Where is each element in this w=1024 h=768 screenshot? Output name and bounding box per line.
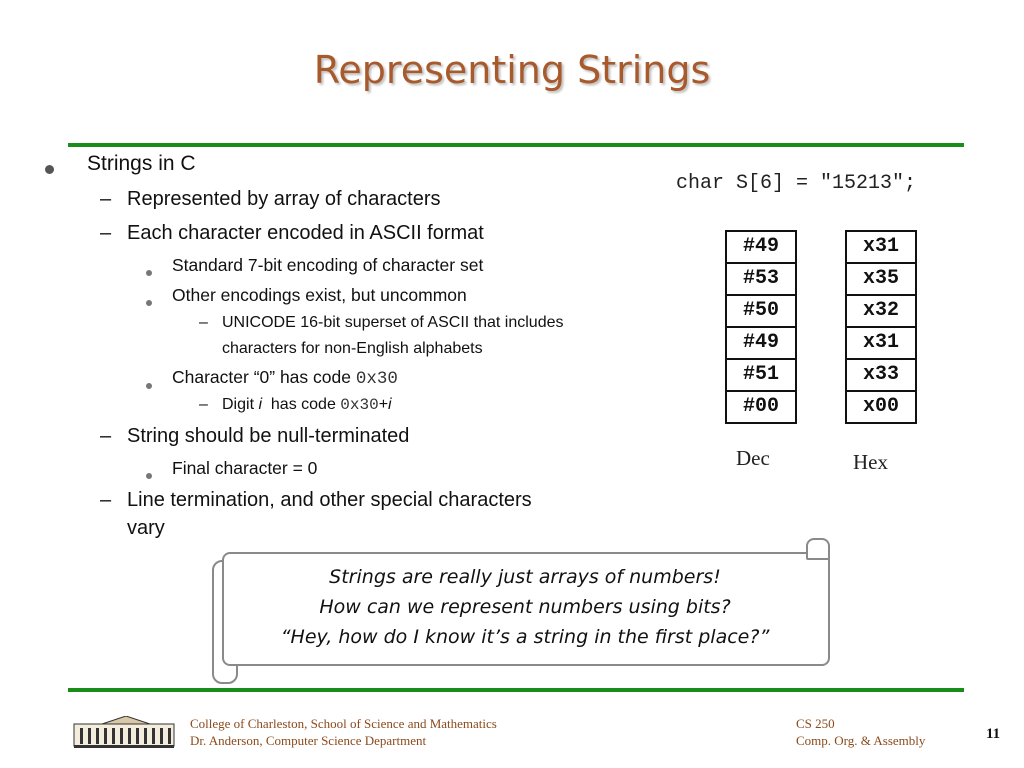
bullet-line-termination-b: vary	[127, 517, 165, 539]
digit-i-2: i	[388, 396, 392, 413]
page-number: 11	[986, 726, 1001, 742]
string-declaration: char S[6] = "15213";	[676, 172, 917, 195]
bullet-array: Represented by array of characters	[127, 188, 441, 210]
bottom-divider	[68, 688, 964, 692]
dec-cell: #49	[727, 328, 795, 360]
digit-text: Digit	[222, 396, 259, 413]
slide-title: Representing Strings	[313, 48, 711, 92]
college-logo-icon	[72, 716, 180, 750]
dec-memory-column	[725, 230, 797, 424]
digit-i: i	[258, 396, 263, 413]
hex-memory-column	[845, 230, 917, 424]
dec-cell: #49	[727, 232, 795, 264]
plus-sign: +	[378, 396, 389, 413]
top-divider	[68, 143, 964, 147]
bullet-null-terminated: String should be null-terminated	[127, 425, 410, 447]
hex-cell: x00	[862, 395, 899, 418]
bullet-dot	[146, 376, 152, 394]
bullet-line-termination-a: Line termination, and other special characters	[127, 489, 532, 511]
digit-code: 0x30	[340, 396, 379, 414]
hex-cell: x35	[847, 264, 915, 296]
dash-marker: –	[100, 188, 112, 210]
footer-course: CS 250	[796, 716, 835, 731]
hex-cell: x33	[847, 360, 915, 392]
dash-marker: –	[100, 489, 112, 511]
dash-marker: –	[199, 396, 208, 413]
bullet-ascii: Each character encoded in ASCII format	[127, 222, 484, 244]
bullet-dot	[146, 263, 152, 281]
dash-marker: –	[199, 314, 208, 331]
callout-line-3: “Hey, how do I know it’s a string in the first place?”	[280, 626, 770, 648]
hex-cell: x31	[847, 232, 915, 264]
bullet-digit-i	[222, 396, 392, 414]
hex-caption: Hex	[853, 450, 888, 474]
char-zero-text: Character “0” has code	[172, 367, 356, 387]
footer-college: College of Charleston, School of Science and Mathematics	[190, 716, 497, 731]
dash-marker: –	[100, 222, 112, 244]
dec-cell: #53	[727, 264, 795, 296]
bullet-dot	[146, 466, 152, 484]
bullet-7bit: Standard 7-bit encoding of character set	[172, 255, 484, 275]
bullet-char-zero	[172, 367, 398, 389]
callout-line-1: Strings are really just arrays of numbers!	[329, 566, 721, 588]
bullet-final-char: Final character = 0	[172, 458, 318, 478]
dec-cell: #50	[727, 296, 795, 328]
bullet-unicode-a: UNICODE 16-bit superset of ASCII that includes	[222, 314, 564, 331]
hex-cell: x32	[847, 296, 915, 328]
dec-cell: #00	[742, 395, 779, 418]
scroll-roll-right	[806, 538, 830, 560]
hex-cell: x31	[847, 328, 915, 360]
bullet-strings-in-c: Strings in C	[87, 152, 196, 175]
bullet-other-encodings: Other encodings exist, but uncommon	[172, 285, 467, 305]
footer-department: Dr. Anderson, Computer Science Department	[190, 733, 427, 748]
bullet-dot	[146, 293, 152, 311]
callout-line-2: How can we represent numbers using bits?	[319, 596, 731, 618]
dec-caption: Dec	[736, 446, 770, 470]
dash-marker: –	[100, 425, 112, 447]
has-code-text: has code	[262, 396, 341, 413]
footer-course-name: Comp. Org. & Assembly	[796, 733, 926, 748]
bullet-dot	[45, 161, 54, 179]
dec-cell: #51	[727, 360, 795, 392]
char-zero-code: 0x30	[355, 369, 398, 389]
bullet-unicode-b: characters for non-English alphabets	[222, 340, 483, 357]
callout-text	[230, 562, 820, 652]
